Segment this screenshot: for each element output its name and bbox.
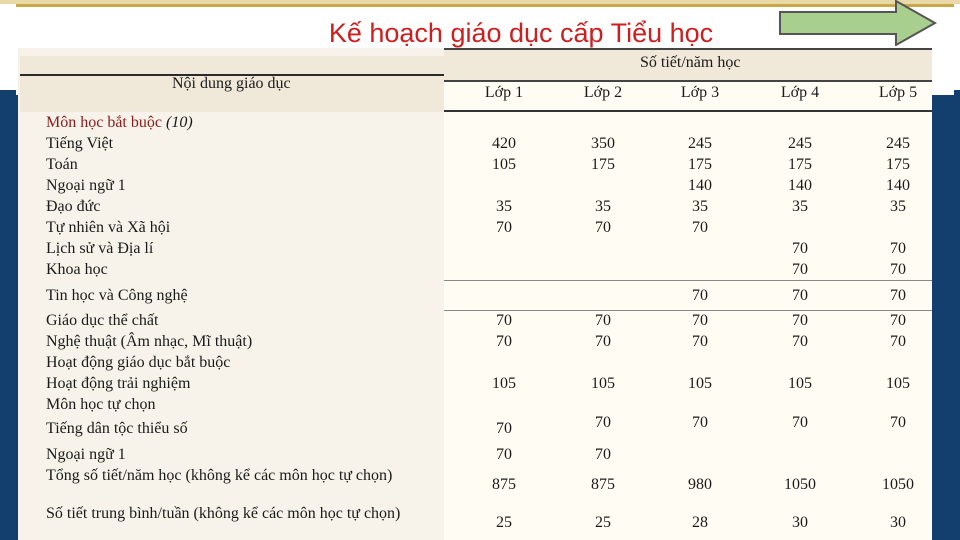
subject-label: Môn học tự chọn xyxy=(46,396,156,413)
right-arrow-icon[interactable] xyxy=(778,0,938,46)
table-cell: 70 xyxy=(595,219,611,236)
table-cell: 70 xyxy=(792,312,808,329)
table-cell: 140 xyxy=(788,177,812,194)
table-cell: 35 xyxy=(496,198,512,215)
total-cell: 1050 xyxy=(882,476,914,493)
table-cell: 350 xyxy=(591,135,615,152)
table-cell: 70 xyxy=(890,287,906,304)
average-cell: 25 xyxy=(496,514,512,531)
table-cell: 175 xyxy=(788,156,812,173)
subject-label: Nghệ thuật (Âm nhạc, Mĩ thuật) xyxy=(46,333,253,350)
average-cell: 30 xyxy=(890,514,906,531)
table-cell: 70 xyxy=(890,414,906,431)
grade-header: Lớp 1 xyxy=(484,84,524,101)
table-cell: 105 xyxy=(492,156,516,173)
left-accent-bar xyxy=(0,90,18,540)
table-cell: 175 xyxy=(688,156,712,173)
table-cell: 70 xyxy=(692,414,708,431)
header-subjects: Nội dung giáo dục xyxy=(172,75,291,92)
subject-label: Đạo đức xyxy=(46,198,101,215)
total-cell: 980 xyxy=(688,476,712,493)
section-label xyxy=(46,113,193,133)
table-cell: 70 xyxy=(890,261,906,278)
subject-label: Toán xyxy=(46,156,78,173)
subject-label: Khoa học xyxy=(46,261,108,278)
table-cell: 70 xyxy=(496,333,512,350)
table-cell: 70 xyxy=(792,240,808,257)
row-rule xyxy=(444,280,932,281)
table-cell: 70 xyxy=(890,333,906,350)
average-cell: 28 xyxy=(692,514,708,531)
subject-label: Giáo dục thể chất xyxy=(46,312,159,329)
table-cell: 245 xyxy=(688,135,712,152)
table-cell: 70 xyxy=(595,414,611,431)
total-cell: 875 xyxy=(492,476,516,493)
total-cell: 1050 xyxy=(784,476,816,493)
table-cell: 105 xyxy=(886,375,910,392)
table-cell: 70 xyxy=(692,219,708,236)
table-cell: 70 xyxy=(792,414,808,431)
average-cell: 30 xyxy=(792,514,808,531)
table-cell: 70 xyxy=(496,446,512,463)
table-cell: 70 xyxy=(692,333,708,350)
average-label: Số tiết trung bình/tuần (không kể các môn học tự chọn) xyxy=(46,505,401,522)
table-cell: 70 xyxy=(692,287,708,304)
grade-header: Lớp 2 xyxy=(583,84,623,101)
subject-label: Ngoại ngữ 1 xyxy=(46,177,126,194)
table-cell: 245 xyxy=(788,135,812,152)
table-cell: 70 xyxy=(496,420,512,437)
table-cell: 105 xyxy=(688,375,712,392)
table-cell: 70 xyxy=(792,261,808,278)
grade-header: Lớp 3 xyxy=(680,84,720,101)
section-title: Môn học bắt buộc xyxy=(46,114,162,131)
subject-label: Lịch sử và Địa lí xyxy=(46,240,154,257)
table-cell: 70 xyxy=(496,312,512,329)
table-cell: 70 xyxy=(890,312,906,329)
table-cell: 35 xyxy=(890,198,906,215)
page-title: Kế hoạch giáo dục cấp Tiểu học xyxy=(328,18,714,48)
table-cell: 175 xyxy=(886,156,910,173)
table-cell: 140 xyxy=(886,177,910,194)
table-cell: 70 xyxy=(692,312,708,329)
table-cell: 105 xyxy=(492,375,516,392)
table-cell: 70 xyxy=(595,446,611,463)
table-cell: 420 xyxy=(492,135,516,152)
subject-label: Tiếng dân tộc thiểu số xyxy=(46,420,188,437)
table-cell: 35 xyxy=(792,198,808,215)
section-count: (10) xyxy=(165,114,193,131)
table-cell: 35 xyxy=(692,198,708,215)
table-cell: 70 xyxy=(890,240,906,257)
table-cell: 35 xyxy=(595,198,611,215)
table-cell: 175 xyxy=(591,156,615,173)
subject-label: Tiếng Việt xyxy=(46,135,114,152)
subject-label: Hoạt động giáo dục bắt buộc xyxy=(46,354,231,371)
table-cell: 70 xyxy=(792,333,808,350)
grade-row-rule xyxy=(444,110,932,112)
table-cell: 105 xyxy=(591,375,615,392)
table-cell: 70 xyxy=(595,333,611,350)
total-cell: 875 xyxy=(591,476,615,493)
subject-label: Hoạt động trải nghiệm xyxy=(46,375,191,392)
table-cell: 105 xyxy=(788,375,812,392)
total-label: Tổng số tiết/năm học (không kể các môn học tự chọn) xyxy=(46,467,393,484)
subject-label: Tự nhiên và Xã hội xyxy=(46,219,171,236)
table-cell: 140 xyxy=(688,177,712,194)
average-cell: 25 xyxy=(595,514,611,531)
subject-label: Ngoại ngữ 1 xyxy=(46,446,126,463)
table-cell: 70 xyxy=(595,312,611,329)
grade-header: Lớp 5 xyxy=(878,84,918,101)
table-cell: 70 xyxy=(792,287,808,304)
grade-header: Lớp 4 xyxy=(780,84,820,101)
header-periods: Số tiết/năm học xyxy=(640,54,741,71)
table-cell: 245 xyxy=(886,135,910,152)
subject-label: Tin học và Công nghệ xyxy=(46,287,188,304)
table-cell: 70 xyxy=(496,219,512,236)
